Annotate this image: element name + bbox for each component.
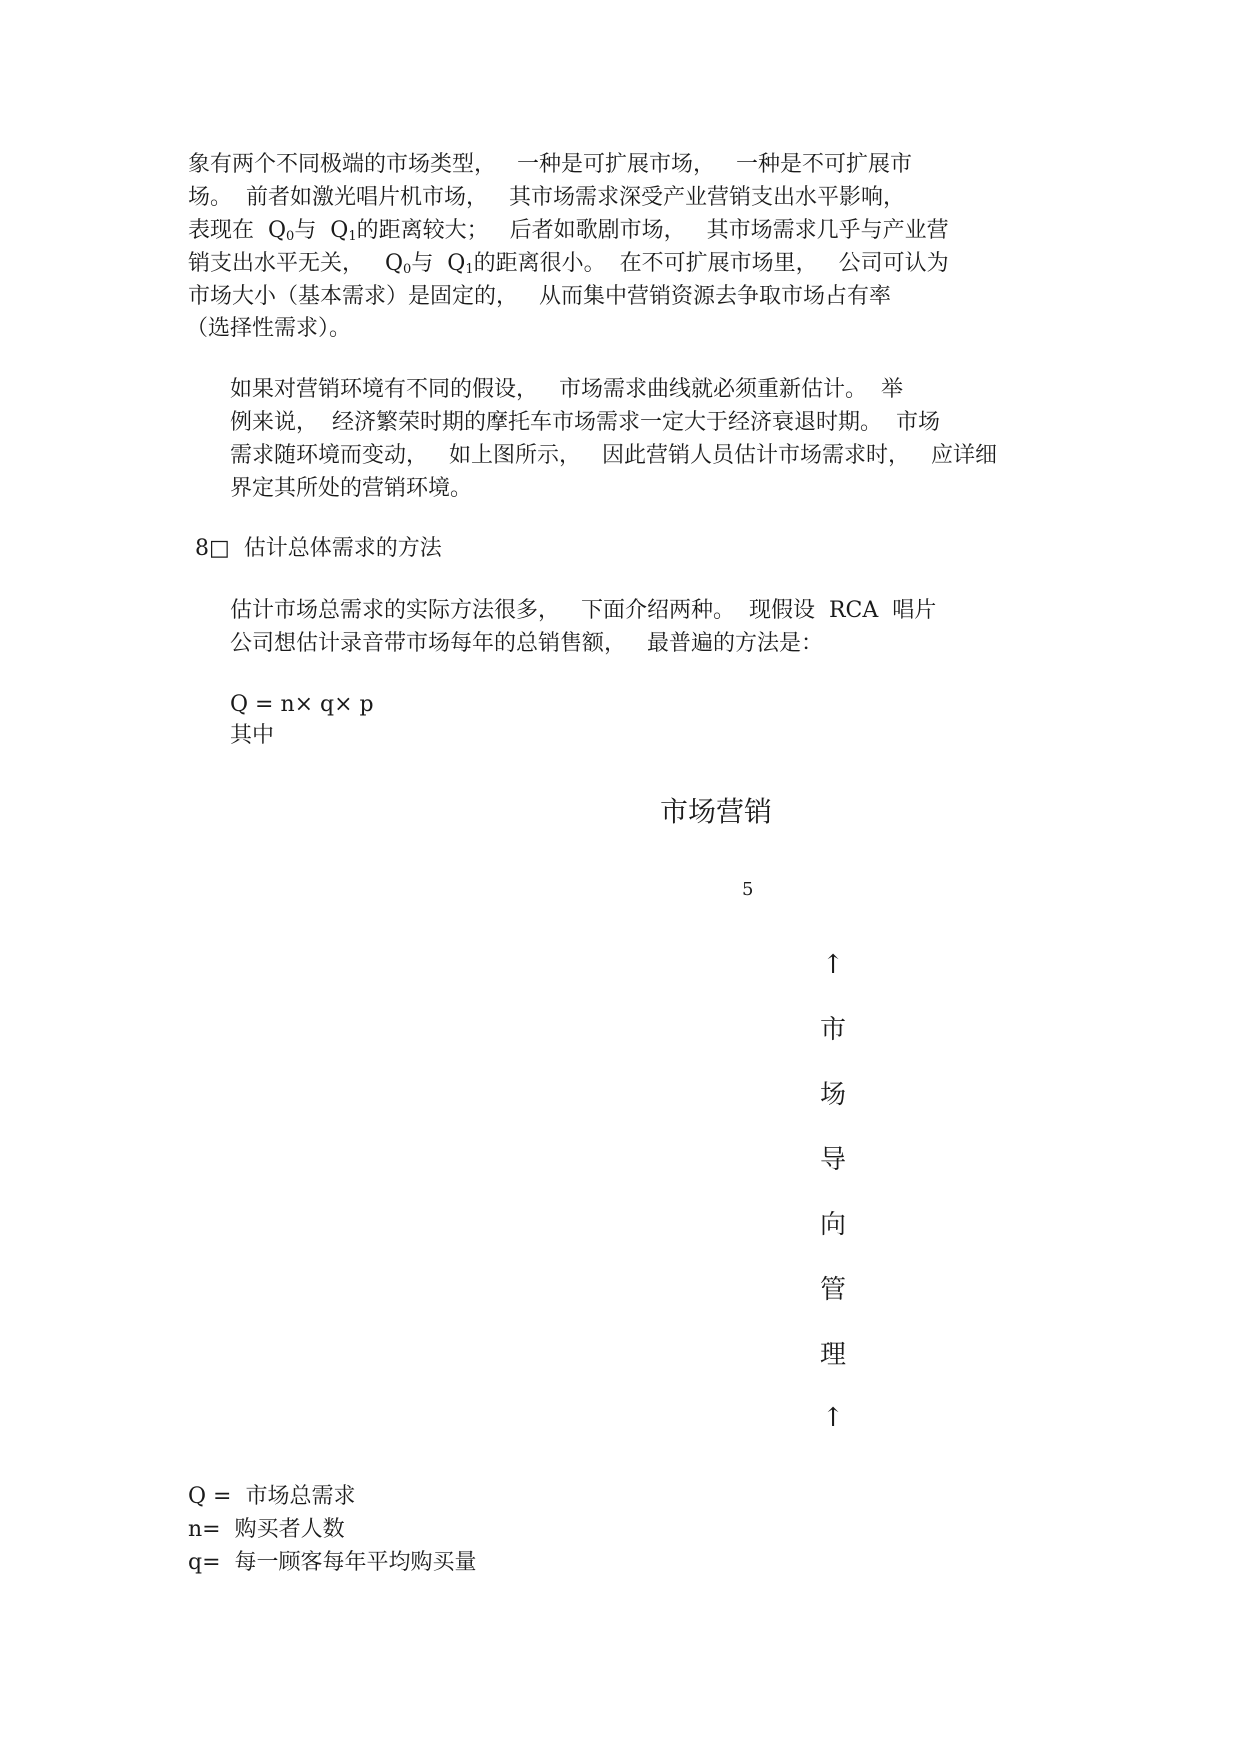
paragraph3-line2: 公司想估计录音带市场每年的总销售额， 最普遍的方法是： xyxy=(230,631,823,656)
paragraph2-line3: 需求随环境而变动， 如上图所示， 因此营销人员估计市场需求时， 应详细 xyxy=(230,443,997,468)
formula-equation: Q = n× q× p xyxy=(230,692,374,717)
definition-n: n= 购买者人数 xyxy=(188,1517,345,1542)
up-arrow-icon: ↑ xyxy=(822,950,844,980)
subscript: 0 xyxy=(286,229,295,244)
text-segment: 的距离较大； 后者如歌剧市场， 其市场需求几乎与产业营 xyxy=(356,218,949,243)
definition-q-lower: q= 每一顾客每年平均购买量 xyxy=(188,1550,477,1575)
subscript: 1 xyxy=(465,262,474,277)
vertical-char: 理 xyxy=(819,1340,846,1370)
vertical-char: 市 xyxy=(819,1015,846,1045)
section-title: 估计总体需求的方法 xyxy=(243,536,442,561)
vertical-char: 导 xyxy=(819,1145,846,1175)
paragraph1-line3 xyxy=(188,216,949,252)
paragraph2-line2: 例来说， 经济繁荣时期的摩托车市场需求一定大于经济衰退时期。 市场 xyxy=(230,410,940,435)
text-segment: 的距离很小。 在不可扩展市场里， 公司可认为 xyxy=(473,251,949,276)
paragraph2-line1: 如果对营销环境有不同的假设， 市场需求曲线就必须重新估计。 举 xyxy=(230,377,903,402)
paragraph1-line5: 市场大小（基本需求）是固定的， 从而集中营销资源去争取市场占有率 xyxy=(188,284,891,309)
paragraph2-line4: 界定其所处的营销环境。 xyxy=(230,476,473,501)
paragraph1-line4 xyxy=(188,249,949,285)
paragraph1-line1: 象有两个不同极端的市场类型， 一种是可扩展市场， 一种是不可扩展市 xyxy=(188,152,912,177)
section-number: 8□ xyxy=(195,536,230,561)
section-heading xyxy=(195,534,442,564)
formula-where: 其中 xyxy=(230,723,275,748)
text-segment: 销支出水平无关， Q xyxy=(188,251,404,276)
paragraph3-line1: 估计市场总需求的实际方法很多， 下面介绍两种。 现假设 RCA 唱片 xyxy=(230,598,937,623)
subscript: 0 xyxy=(403,262,412,277)
definition-q: Q = 市场总需求 xyxy=(188,1484,356,1509)
page-number: 5 xyxy=(742,879,754,900)
up-arrow-icon: ↑ xyxy=(822,1403,844,1433)
text-segment: 与 Q xyxy=(294,218,349,243)
text-segment: 与 Q xyxy=(411,251,466,276)
paragraph1-line6: （选择性需求）。 xyxy=(186,316,352,341)
footer-title: 市场营销 xyxy=(660,795,773,828)
vertical-char: 向 xyxy=(819,1210,846,1240)
vertical-char: 场 xyxy=(819,1080,846,1110)
text-segment: 表现在 Q xyxy=(188,218,287,243)
vertical-char: 管 xyxy=(819,1275,846,1305)
paragraph1-line2: 场。 前者如激光唱片机市场， 其市场需求深受产业营销支出水平影响， xyxy=(188,185,905,210)
subscript: 1 xyxy=(348,229,357,244)
